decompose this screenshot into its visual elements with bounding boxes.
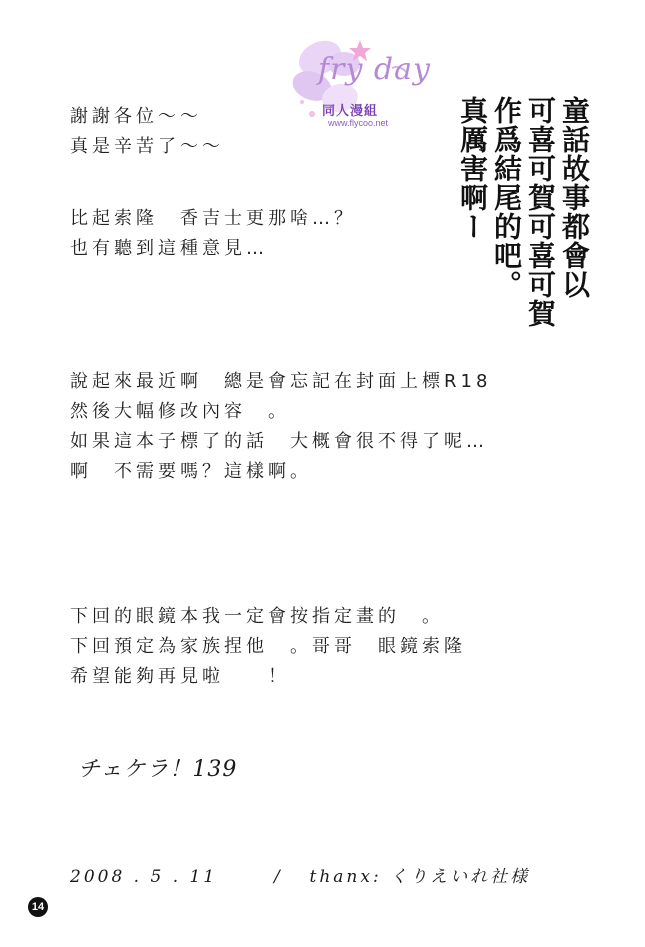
- footer-separator: /: [273, 867, 283, 887]
- vertical-line: 童話故事都會以: [558, 96, 591, 299]
- text-line: 真是辛苦了～～: [70, 136, 224, 157]
- paragraph-opinion: [70, 204, 356, 264]
- paragraph-next: [70, 602, 466, 692]
- text-line: 下回預定為家族捏他 。哥哥 眼鏡索隆: [70, 636, 466, 657]
- text-line: 啊 不需要嗎？這樣啊。: [70, 461, 312, 482]
- vertical-line: 真厲害啊ー: [456, 96, 489, 241]
- text-line: 也有聽到這種意見…: [70, 238, 268, 259]
- text-line: 希望能夠再見啦 ！: [70, 666, 290, 687]
- vertical-line: 可喜可賀可喜可賀: [524, 96, 557, 328]
- logo-script-text: fry day: [318, 52, 431, 87]
- text-line: 比起索隆 香吉士更那啥…？: [70, 208, 356, 229]
- text-line: 說起來最近啊 總是會忘記在封面上標R18: [70, 371, 492, 392]
- logo-group-name: 同人漫組: [322, 104, 379, 119]
- footer: [70, 862, 530, 887]
- text-line: 下回的眼鏡本我一定會按指定畫的 。: [70, 606, 444, 627]
- page-number: 14: [28, 897, 48, 917]
- text-line: 謝謝各位～～: [70, 106, 202, 127]
- text-line: 如果這本子標了的話 大概會很不得了呢…: [70, 431, 488, 452]
- logo-url: www.flycoo.net: [328, 118, 389, 128]
- footer-thanks: thanx: くりえいれ社様: [309, 867, 531, 887]
- circle-logo: [282, 28, 442, 140]
- vertical-handwritten-note: [455, 96, 591, 346]
- text-line: 然後大幅修改內容 。: [70, 401, 290, 422]
- author-signature: チェケラ！139: [78, 757, 238, 782]
- footer-date: 2008 . 5 . 11: [70, 867, 218, 887]
- paragraph-thanks: [70, 102, 224, 162]
- paragraph-r18: [70, 367, 491, 487]
- vertical-line: 作爲結尾的吧。: [490, 96, 523, 299]
